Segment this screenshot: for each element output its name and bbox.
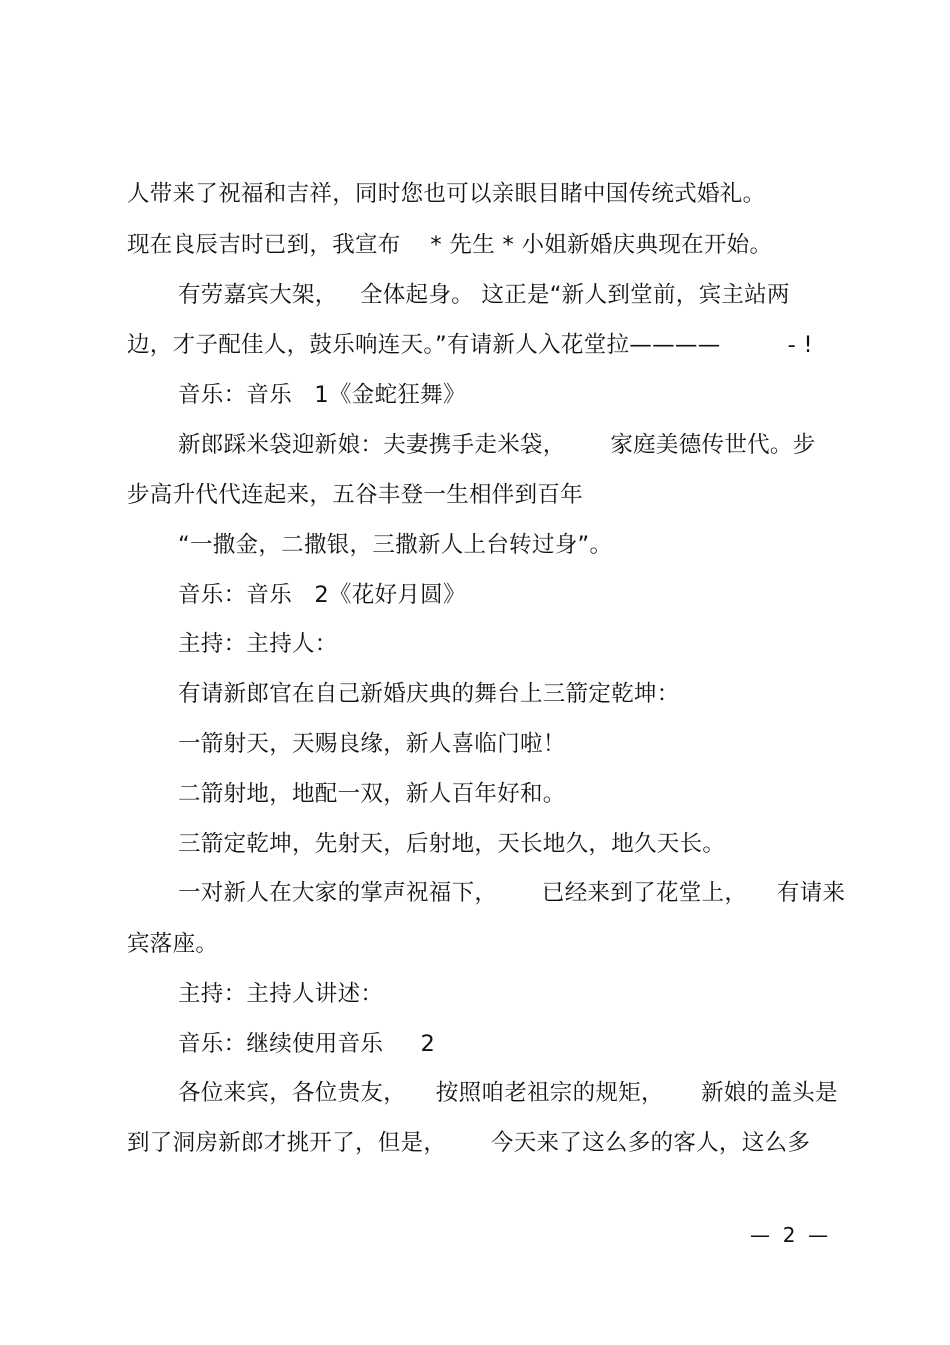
text-line-19: 各位来宾，各位贵友， 按照咱老祖宗的规矩， 新娘的盖头是 xyxy=(178,1080,838,1106)
text-line-1: 人带来了祝福和吉祥，同时您也可以亲眼目睹中国传统式婚礼。 xyxy=(127,181,766,207)
text-line-6: 新郎踩米袋迎新娘：夫妻携手走米袋， 家庭美德传世代。步 xyxy=(178,432,816,458)
text-line-15: 一对新人在大家的掌声祝福下， 已经来到了花堂上， 有请来 xyxy=(178,880,846,906)
text-line-17: 主持：主持人讲述： xyxy=(178,981,384,1007)
text-line-9: 音乐：音乐 2《花好月圆》 xyxy=(178,582,466,608)
text-line-8: “一撒金，二撒银，三撒新人上台转过身”。 xyxy=(178,532,613,558)
text-line-20: 到了洞房新郎才挑开了，但是， 今天来了这么多的客人，这么多 xyxy=(127,1130,811,1156)
text-line-13: 二箭射地，地配一双，新人百年好和。 xyxy=(178,781,566,807)
text-line-5: 音乐：音乐 1《金蛇狂舞》 xyxy=(178,382,466,408)
text-line-7: 步高升代代连起来，五谷丰登一生相伴到百年 xyxy=(127,482,584,508)
text-line-10: 主持：主持人： xyxy=(178,631,338,657)
text-line-16: 宾落座。 xyxy=(127,931,219,957)
page-number: — 2 — xyxy=(750,1223,829,1247)
text-line-2: 现在良辰吉时已到，我宣布 * 先生 * 小姐新婚庆典现在开始。 xyxy=(127,232,773,258)
text-line-14: 三箭定乾坤，先射天，后射地，天长地久，地久天长。 xyxy=(178,831,726,857)
text-line-11: 有请新郎官在自己新婚庆典的舞台上三箭定乾坤： xyxy=(178,681,680,707)
text-line-18: 音乐：继续使用音乐 2 xyxy=(178,1031,436,1057)
text-line-4: 边，才子配佳人，鼓乐响连天。”有请新人入花堂拉———— - ! xyxy=(127,332,813,358)
text-line-12: 一箭射天，天赐良缘，新人喜临门啦！ xyxy=(178,731,566,757)
text-line-3: 有劳嘉宾大架， 全体起身。 这正是“新人到堂前，宾主站两 xyxy=(178,282,790,308)
